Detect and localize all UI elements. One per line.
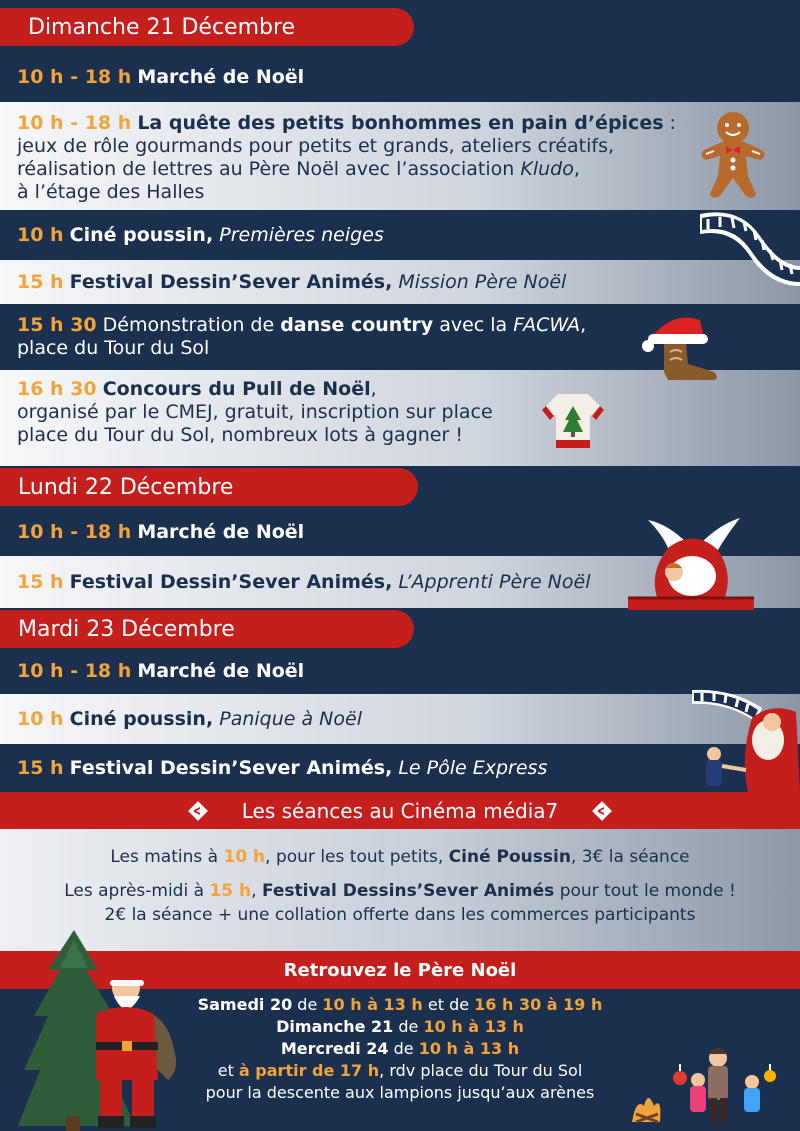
event-desc: organisé par le CMEJ, gratuit, inscription sur place bbox=[17, 401, 493, 423]
cinema-logo-icon bbox=[592, 801, 612, 821]
event-name: Festival Dessin’Sever Animés, bbox=[69, 571, 393, 593]
event-punct: , bbox=[580, 314, 587, 336]
event-name: Ciné poussin, bbox=[69, 224, 214, 246]
santa-title: Retrouvez le Père Noël bbox=[283, 959, 517, 981]
text: , bbox=[251, 881, 262, 901]
time: 10 h à 13 h bbox=[322, 995, 423, 1014]
text: Les matins à bbox=[110, 847, 224, 867]
time: 15 h bbox=[209, 881, 252, 901]
event-punct: , bbox=[370, 378, 377, 400]
cowboy-boot-santa-hat-icon bbox=[640, 302, 724, 386]
christmas-tree-santa-illustration bbox=[18, 930, 190, 1131]
event-time: 16 h 30 bbox=[17, 378, 97, 400]
event-row bbox=[0, 210, 800, 260]
christmas-sweater-icon bbox=[540, 390, 606, 452]
text: , pour les tout petits, bbox=[265, 847, 449, 867]
event-desc: avec la bbox=[433, 314, 514, 336]
text: , 3€ la séance bbox=[570, 847, 690, 867]
event-punct: , bbox=[573, 158, 580, 180]
event-time: 10 h - 18 h bbox=[17, 66, 132, 88]
cinema-line: 2€ la séance + une collation offerte dans les commerces participants bbox=[104, 905, 696, 925]
cinema-logo-icon bbox=[188, 801, 208, 821]
event-org: FACWA bbox=[513, 314, 581, 336]
event-punct: : bbox=[663, 112, 676, 134]
event-name: Marché de Noël bbox=[137, 521, 305, 543]
event-film: Le Pôle Express bbox=[398, 757, 548, 779]
event-row bbox=[0, 648, 800, 694]
santa-line: pour la descente aux lampions jusqu’aux arènes bbox=[205, 1083, 595, 1102]
santa-line bbox=[150, 994, 650, 1016]
program: Ciné Poussin bbox=[448, 847, 571, 867]
day-title: Lundi 22 Décembre bbox=[18, 474, 234, 500]
event-time: 15 h 30 bbox=[17, 314, 97, 336]
santa-line bbox=[150, 1016, 650, 1038]
day-title: Mardi 23 Décembre bbox=[18, 616, 235, 642]
event-name: Marché de Noël bbox=[137, 66, 305, 88]
event-name: danse country bbox=[280, 314, 434, 336]
event-name: Concours du Pull de Noël bbox=[102, 378, 371, 400]
day-title: Dimanche 21 Décembre bbox=[28, 14, 296, 40]
event-name: Ciné poussin, bbox=[69, 708, 214, 730]
event-name: Festival Dessin’Sever Animés, bbox=[69, 271, 393, 293]
event-desc: place du Tour du Sol, nombreux lots à gagner ! bbox=[17, 424, 463, 446]
children-lanterns-illustration bbox=[622, 1036, 788, 1126]
event-desc: place du Tour du Sol bbox=[17, 337, 210, 359]
event-desc: Démonstration de bbox=[96, 314, 281, 336]
time: à partir de 17 h bbox=[238, 1061, 380, 1080]
event-desc: jeux de rôle gourmands pour petits et grands, ateliers créatifs, bbox=[17, 135, 615, 157]
event-film: Mission Père Noël bbox=[398, 271, 567, 293]
event-name: Festival Dessin’Sever Animés, bbox=[69, 757, 393, 779]
time: 10 h à 13 h bbox=[418, 1039, 520, 1058]
event-name: La quête des petits bonhommes en pain d’épices bbox=[137, 112, 664, 134]
cinema-line bbox=[0, 847, 800, 867]
event-row bbox=[0, 52, 800, 102]
day-header-monday bbox=[0, 468, 418, 506]
text: Les après-midi à bbox=[64, 881, 210, 901]
text: et de bbox=[422, 995, 475, 1014]
gingerbread-man-icon bbox=[696, 108, 770, 200]
event-film: L’Apprenti Père Noël bbox=[398, 571, 591, 593]
text: et bbox=[217, 1061, 239, 1080]
event-row bbox=[0, 102, 800, 210]
time: 16 h 30 à 19 h bbox=[474, 995, 603, 1014]
event-time: 10 h - 18 h bbox=[17, 112, 132, 134]
event-time: 15 h bbox=[17, 271, 64, 293]
event-time: 10 h bbox=[17, 708, 64, 730]
santa-schedule bbox=[150, 994, 650, 1104]
day: Mercredi 24 bbox=[280, 1039, 389, 1058]
event-film: Premières neiges bbox=[219, 224, 384, 246]
event-time: 10 h - 18 h bbox=[17, 660, 132, 682]
event-row bbox=[0, 694, 800, 744]
event-desc: à l’étage des Halles bbox=[17, 181, 205, 203]
santa-apprentice-illustration bbox=[628, 514, 754, 610]
text: de bbox=[292, 995, 323, 1014]
santa-line bbox=[150, 1060, 650, 1082]
program: Festival Dessins’Sever Animés bbox=[261, 881, 555, 901]
day-header-tuesday bbox=[0, 610, 414, 648]
cinema-title: Les séances au Cinéma média7 bbox=[241, 798, 559, 823]
text: de bbox=[393, 1017, 424, 1036]
cinema-header bbox=[0, 792, 800, 829]
text: pour tout le monde ! bbox=[554, 881, 736, 901]
time: 10 h à 13 h bbox=[423, 1017, 524, 1036]
event-row bbox=[0, 744, 800, 792]
day-header-sunday bbox=[0, 8, 414, 46]
film-santa-illustration bbox=[692, 688, 800, 792]
event-time: 15 h bbox=[17, 571, 64, 593]
event-name: Marché de Noël bbox=[137, 660, 305, 682]
day: Samedi 20 bbox=[197, 995, 293, 1014]
santa-line bbox=[150, 1038, 650, 1060]
event-row bbox=[0, 260, 800, 304]
event-film: Panique à Noël bbox=[219, 708, 362, 730]
film-strip-icon bbox=[700, 206, 800, 290]
event-org: Kludo bbox=[520, 158, 574, 180]
day: Dimanche 21 bbox=[276, 1017, 394, 1036]
text: , rdv place du Tour du Sol bbox=[379, 1061, 583, 1080]
event-time: 10 h - 18 h bbox=[17, 521, 132, 543]
event-time: 15 h bbox=[17, 757, 64, 779]
time: 10 h bbox=[223, 847, 266, 867]
cinema-line bbox=[0, 881, 800, 901]
text: de bbox=[388, 1039, 419, 1058]
event-time: 10 h bbox=[17, 224, 64, 246]
event-desc: réalisation de lettres au Père Noël avec l’association bbox=[17, 158, 521, 180]
